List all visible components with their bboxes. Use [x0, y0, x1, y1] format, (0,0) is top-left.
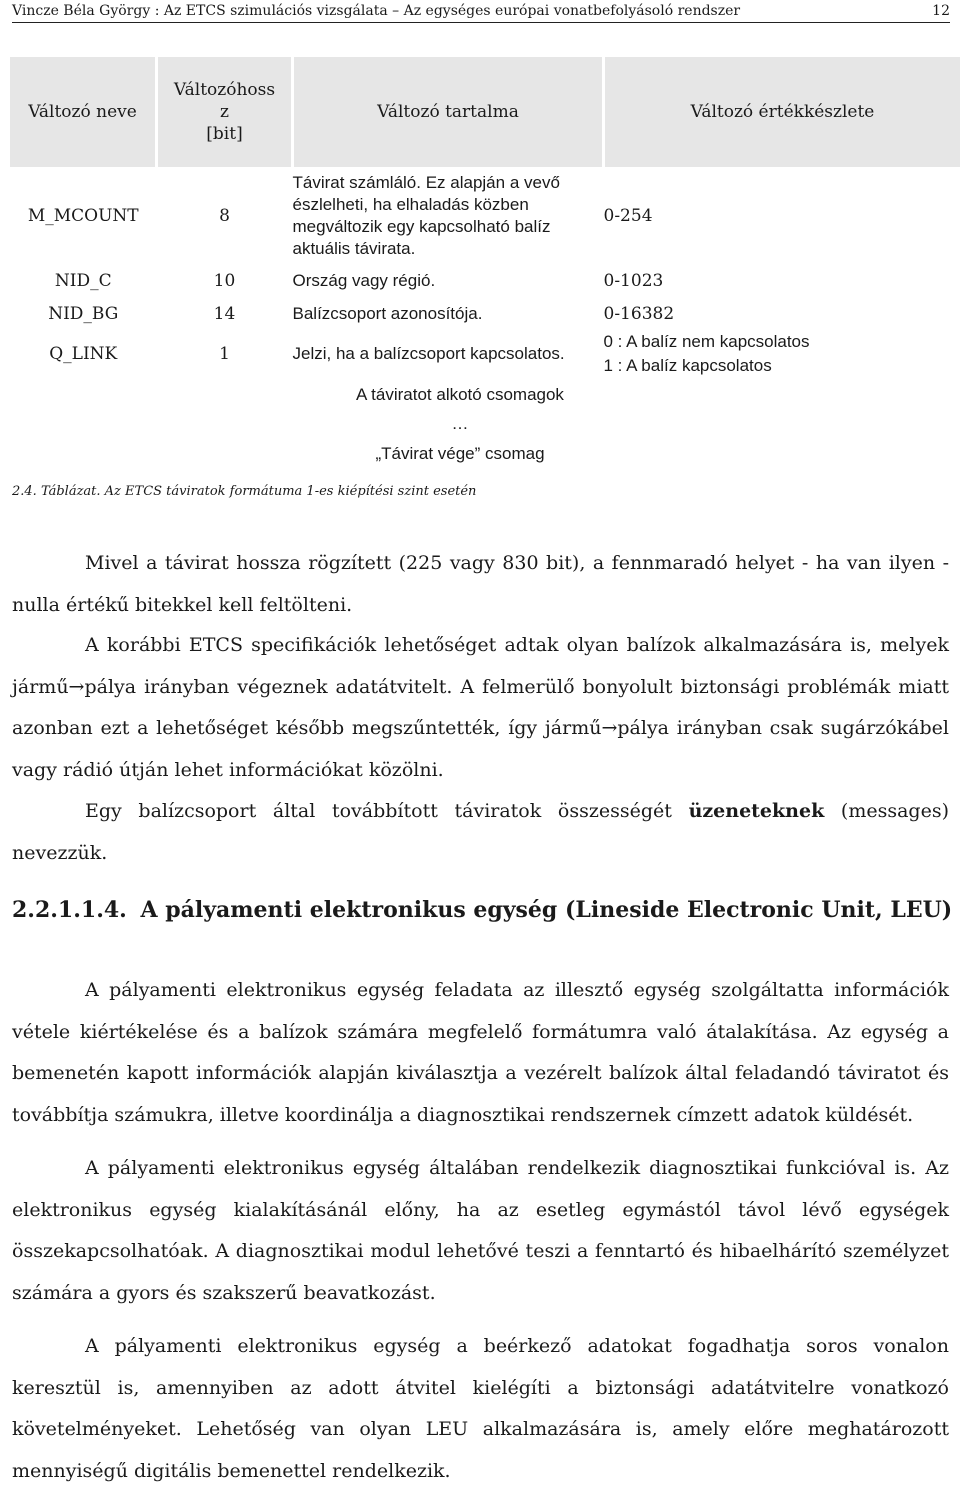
cell-content: Jelzi, ha a balízcsoport kapcsolatos.	[293, 330, 604, 378]
section-number: 2.2.1.1.4.	[12, 897, 127, 923]
page-header	[12, 0, 950, 23]
range-line: 1 : A balíz kapcsolatos	[604, 354, 960, 378]
cell-content: Balízcsoport azonosítója.	[293, 297, 604, 330]
table-caption: 2.4. Táblázat. Az ETCS táviratok formátuma 1-es kiépítési szint esetén	[12, 484, 476, 499]
table-header-row	[10, 57, 960, 167]
cell-range: 0-16382	[604, 297, 960, 330]
content-line: aktuális távirata.	[293, 238, 604, 260]
paragraph: Mivel a távirat hossza rögzített (225 vagy 830 bit), a fennmaradó helyet - ha van ilyen - nulla értékű bitekkel kell feltölteni.	[12, 543, 949, 626]
document-title: Vincze Béla György : Az ETCS szimulációs vizsgálata – Az egységes európai vonatbefolyásoló rendszer	[12, 3, 740, 19]
paragraph: A pályamenti elektronikus egység a beérkező adatokat fogadhatja soros vonalon keresztül is, amennyiben az adott átvitel kielégíti a biztonsági adatátvitelre vonatkozó követelményeket. Lehetőség van olyan LEU alkalmazására is, amely előre meghatározott mennyiségű digitális bemenettel rendelkezik.	[12, 1326, 949, 1492]
paragraph: A pályamenti elektronikus egység általában rendelkezik diagnosztikai funkcióval is. Az elektronikus egység kialakításánál előny, ha az esetleg egymástól távol lévő egységek összekapcsolhatóak. A diagnosztikai modul lehetővé teszi a fenntartó és hibaelhárító személyzet számára a gyors és szakszerű beavatkozást.	[12, 1148, 949, 1314]
content-line: megváltozik egy kapcsolható balíz	[293, 216, 604, 238]
cell-name: M_MCOUNT	[10, 167, 157, 264]
cell-name: Q_LINK	[10, 330, 157, 378]
header-variable-length	[157, 57, 293, 167]
header-length-line-2: z	[158, 101, 291, 123]
package-end: „Távirat vége” csomag	[300, 444, 620, 464]
header-variable-content: Változó tartalma	[293, 57, 604, 167]
cell-length: 1	[157, 330, 293, 378]
cell-content	[293, 167, 604, 264]
cell-name: NID_C	[10, 264, 157, 297]
emphasis-term: üzeneteknek	[689, 800, 825, 822]
paragraph-text: (messages) nevezzük.	[12, 800, 949, 864]
cell-length: 8	[157, 167, 293, 264]
section-title: A pályamenti elektronikus egység (Lineside Electronic Unit, LEU)	[141, 897, 953, 923]
cell-name: NID_BG	[10, 297, 157, 330]
cell-range: 0-254	[604, 167, 960, 264]
content-line: Távirat számláló. Ez alapján a vevő	[293, 172, 604, 194]
etcs-telegram-table	[10, 57, 960, 378]
cell-length: 10	[157, 264, 293, 297]
header-length-line-1: Változóhoss	[158, 79, 291, 101]
paragraph	[12, 791, 949, 874]
range-line: 0 : A balíz nem kapcsolatos	[604, 330, 960, 354]
cell-length: 14	[157, 297, 293, 330]
table-row	[10, 297, 960, 330]
section-heading	[12, 897, 952, 923]
paragraph: A pályamenti elektronikus egység feladata az illesztő egység szolgáltatta információk vétele kiértékelése és a balízok számára megfelelő formátumra való átalakítása. Az egység a bemenetén kapott információk alapján kiválasztja a vezérelt balízok által feladandó táviratot és továbbítja számukra, illetve koordinálja a diagnosztikai rendszernek címzett adatok küldését.	[12, 970, 949, 1136]
cell-range	[604, 330, 960, 378]
package-ellipsis: …	[300, 414, 620, 434]
package-line: A táviratot alkotó csomagok	[300, 385, 620, 405]
paragraph-text: Egy balízcsoport által továbbított táviratok összességét	[85, 800, 672, 822]
page-number: 12	[932, 3, 950, 19]
cell-range: 0-1023	[604, 264, 960, 297]
header-length-line-3: [bit]	[158, 123, 291, 145]
table-row	[10, 330, 960, 378]
cell-content: Ország vagy régió.	[293, 264, 604, 297]
paragraph: A korábbi ETCS specifikációk lehetőséget adtak olyan balízok alkalmazására is, melyek jármű→pálya irányban végeznek adatátvitelt. A felmerülő bonyolult biztonsági problémák miatt azonban ezt a lehetőséget később megszűntették, így jármű→pálya irányban csak sugárzókábel vagy rádió útján lehet információkat közölni.	[12, 625, 949, 791]
table-row	[10, 167, 960, 264]
header-variable-range: Változó értékkészlete	[604, 57, 960, 167]
header-variable-name: Változó neve	[10, 57, 157, 167]
table-row	[10, 264, 960, 297]
content-line: észlelheti, ha elhaladás közben	[293, 194, 604, 216]
